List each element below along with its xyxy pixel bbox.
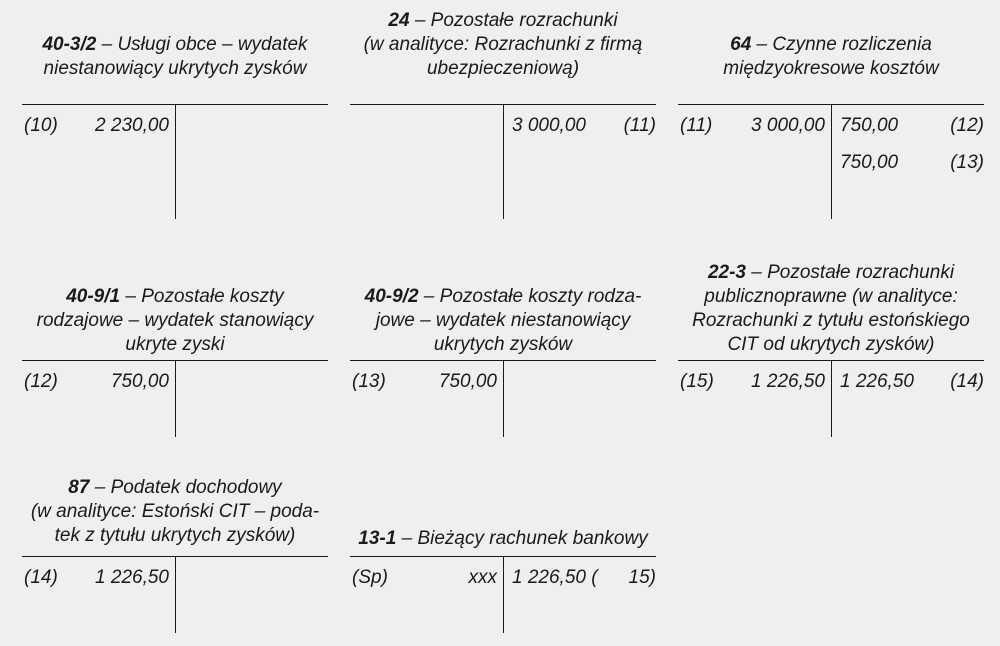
debit-entry-ref: (14): [24, 567, 58, 588]
account-name-text: – Pozostałe koszty: [125, 286, 284, 307]
account-title-line: [350, 333, 656, 357]
debit-entry-ref: (15): [680, 371, 714, 392]
account-title: [350, 527, 656, 551]
debit-entry-amount: xxx: [468, 567, 497, 588]
debit-entry-ref: (12): [24, 371, 58, 392]
account-title: [22, 33, 328, 81]
account-title-line: [22, 500, 328, 524]
account-title-line: [22, 476, 328, 500]
account-name-text: Rozrachunki z tytułu estońskiego: [692, 310, 970, 331]
account-title: [350, 9, 656, 81]
account-code: 40-9/1: [66, 286, 121, 307]
account-title-line: [22, 333, 328, 357]
credit-entry-amount: 1 226,50 (: [512, 567, 598, 588]
account-name-text: ukryte zyski: [125, 334, 225, 355]
account-title-line: [678, 33, 984, 57]
account-title-line: [678, 57, 984, 81]
account-title-line: [350, 57, 656, 81]
debit-entry-amount: 750,00: [438, 371, 497, 392]
debit-entry-amount: 1 226,50: [95, 567, 169, 588]
account-name-text: tek z tytułu ukrytych zysków): [54, 525, 296, 546]
account-title-line: [22, 57, 328, 81]
credit-entry-amount: 1 226,50: [840, 371, 914, 392]
credit-entry-ref: (12): [950, 115, 984, 136]
credit-entry-ref: (14): [950, 371, 984, 392]
account-name-text: CIT od ukrytych zysków): [727, 334, 935, 355]
account-code: 13-1: [358, 528, 397, 549]
account-title-line: [350, 285, 656, 309]
account-name-text: – Usługi obce – wydatek: [101, 34, 308, 55]
t-vertical-line: [175, 360, 176, 437]
account-name-text: – Bieżący rachunek bankowy: [401, 528, 648, 549]
account-title-line: [678, 285, 984, 309]
account-code: 40-3/2: [42, 34, 97, 55]
account-code: 22-3: [707, 262, 746, 283]
debit-entry-ref: (Sp): [352, 567, 388, 588]
credit-entry-ref: (13): [950, 152, 984, 173]
debit-entry-ref: (13): [352, 371, 386, 392]
account-title: [22, 285, 328, 357]
account-title-line: [678, 309, 984, 333]
account-name-text: (w analityce: Estoński CIT – poda-: [30, 501, 320, 522]
t-vertical-line: [831, 104, 832, 219]
account-name-text: rodzajowe – wydatek stanowiący: [36, 310, 314, 331]
account-name-text: – Pozostałe rozrachunki: [751, 262, 955, 283]
t-vertical-line: [175, 104, 176, 219]
account-name-text: – Czynne rozliczenia: [756, 34, 932, 55]
account-name-text: – Pozostałe koszty rodza-: [423, 286, 642, 307]
account-name-text: – Podatek dochodowy: [94, 477, 282, 498]
account-title-line: [678, 333, 984, 357]
t-vertical-line: [503, 104, 504, 219]
account-code: 64: [730, 34, 752, 55]
credit-entry-amount: 750,00: [840, 152, 899, 173]
account-title-line: [22, 309, 328, 333]
credit-entry-amount: 750,00: [840, 115, 899, 136]
account-name-text: (w analityce: Rozrachunki z firmą: [363, 34, 643, 55]
account-title-line: [350, 527, 656, 551]
account-name-text: niestanowiący ukrytych zysków: [43, 58, 307, 79]
account-name-text: – Pozostałe rozrachunki: [414, 10, 618, 31]
credit-entry-ref: (11): [623, 115, 656, 136]
account-title-line: [22, 524, 328, 548]
account-name-text: ukrytych zysków: [433, 334, 573, 355]
account-name-text: publicznoprawne (w analityce:: [704, 286, 958, 307]
account-title-line: [22, 285, 328, 309]
debit-entry-ref: (10): [24, 115, 58, 136]
account-title: [22, 476, 328, 548]
credit-entry-ref: 15): [628, 567, 656, 588]
t-vertical-line: [831, 360, 832, 437]
account-title-line: [678, 261, 984, 285]
account-code: 40-9/2: [364, 286, 419, 307]
account-title-line: [350, 309, 656, 333]
t-vertical-line: [503, 556, 504, 633]
debit-entry-amount: 750,00: [110, 371, 169, 392]
account-title-line: [350, 9, 656, 33]
account-title: [678, 261, 984, 357]
account-title: [678, 33, 984, 81]
debit-entry-amount: 2 230,00: [95, 115, 169, 136]
credit-entry-amount: 3 000,00: [512, 115, 586, 136]
account-name-text: jowe – wydatek niestanowiący: [375, 310, 631, 331]
t-vertical-line: [503, 360, 504, 437]
account-code: 87: [68, 477, 90, 498]
account-title-line: [22, 33, 328, 57]
account-code: 24: [388, 10, 410, 31]
debit-entry-amount: 3 000,00: [751, 115, 825, 136]
account-title: [350, 285, 656, 357]
t-vertical-line: [175, 556, 176, 633]
account-name-text: ubezpieczeniową): [426, 58, 580, 79]
debit-entry-ref: (11): [680, 115, 713, 136]
debit-entry-amount: 1 226,50: [751, 371, 825, 392]
account-title-line: [350, 33, 656, 57]
account-name-text: międzyokresowe kosztów: [723, 58, 939, 79]
